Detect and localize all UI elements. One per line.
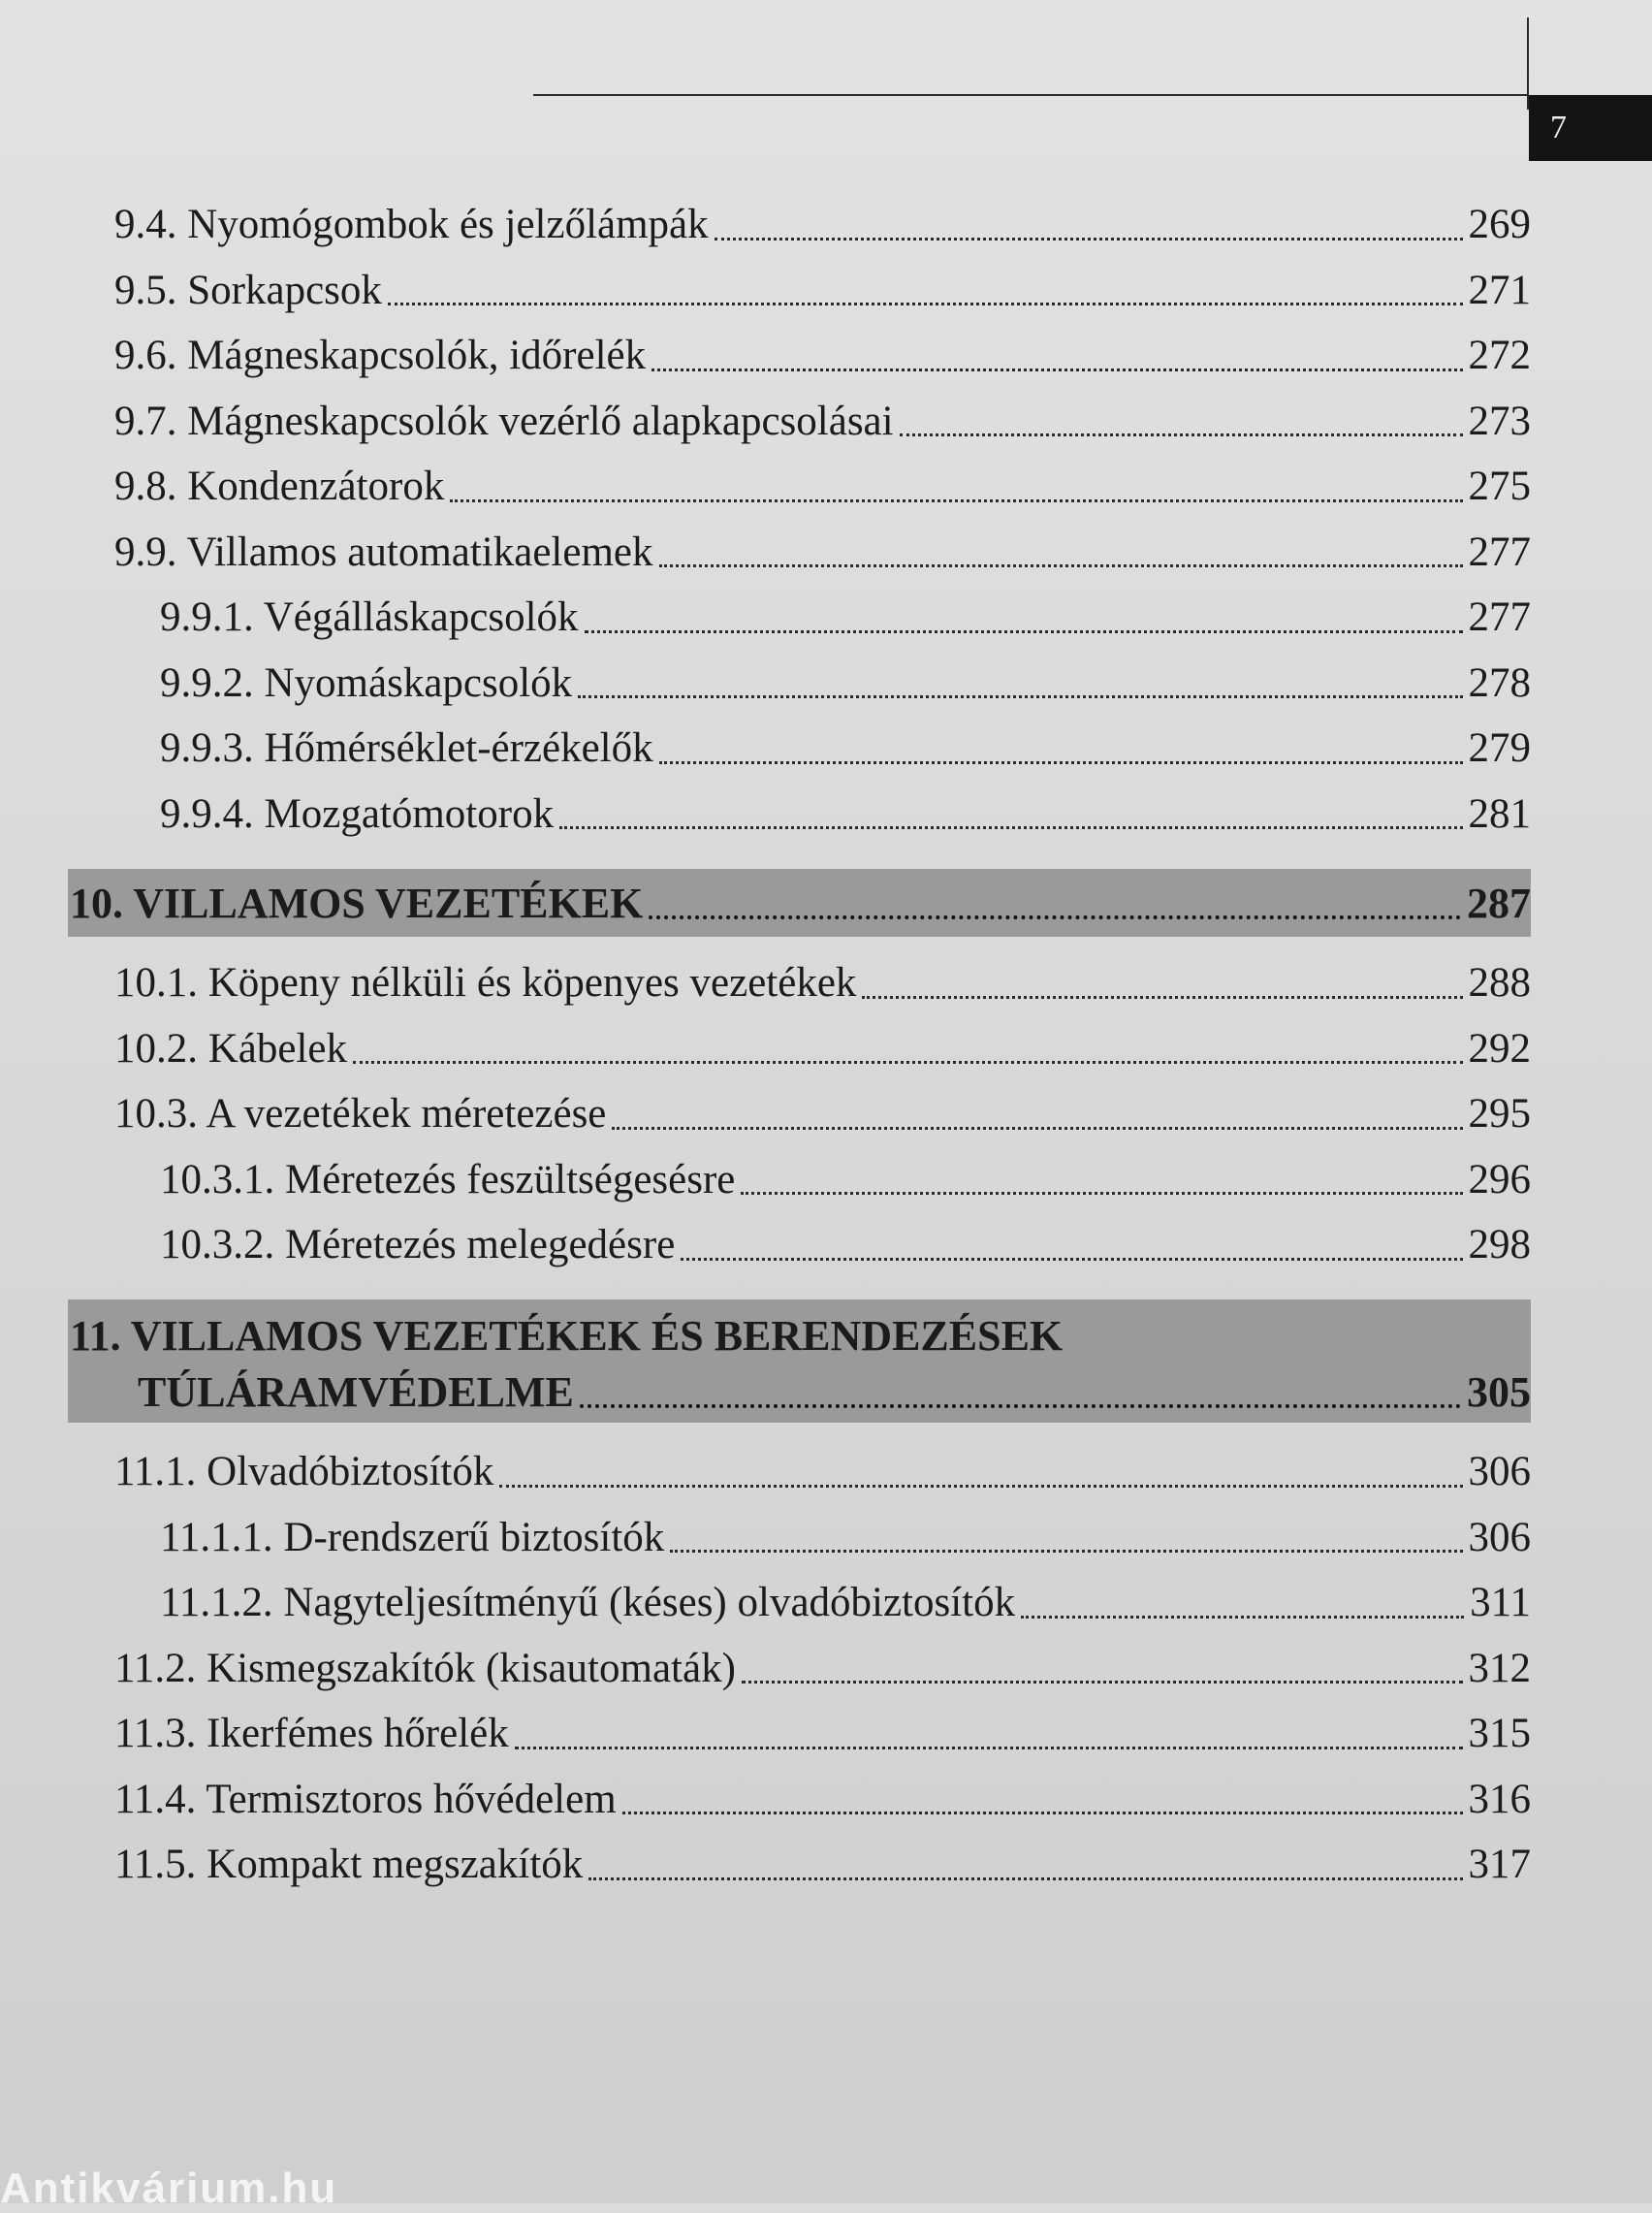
header-rule xyxy=(533,94,1528,96)
toc-entry-page: 315 xyxy=(1468,1711,1531,1756)
toc-entry-title: 10.2. Kábelek xyxy=(114,1025,348,1072)
dot-leader xyxy=(580,1404,1461,1408)
toc-entry-title: 9.4. Nyomógombok és jelzőlámpák xyxy=(114,202,709,247)
toc-entry xyxy=(114,528,1531,578)
toc-entry-title: 9.9.2. Nyomáskapcsolók xyxy=(160,659,573,706)
toc-entry-title: 11.3. Ikerfémes hőrelék xyxy=(114,1711,509,1756)
dot-leader xyxy=(499,1485,1462,1488)
dot-leader xyxy=(649,915,1461,919)
toc-entry xyxy=(160,789,1531,840)
toc-entry xyxy=(114,462,1531,512)
toc-entry-page: 275 xyxy=(1468,464,1531,509)
toc-entry-title: 9.9. Villamos automatikaelemek xyxy=(114,529,653,575)
toc-entry-page: 277 xyxy=(1468,529,1531,575)
toc-entry xyxy=(114,1024,1531,1074)
chapter-title-line2: TÚLÁRAMVÉDELME xyxy=(138,1368,574,1416)
toc-entry xyxy=(114,266,1531,316)
dot-leader xyxy=(559,826,1462,829)
toc-entry-page: 281 xyxy=(1468,790,1531,837)
dot-leader xyxy=(651,369,1462,371)
toc-entry-title: 9.9.4. Mozgatómotorok xyxy=(160,790,555,837)
toc-entry xyxy=(160,658,1531,709)
dot-leader xyxy=(715,238,1463,241)
toc-entry xyxy=(114,1709,1531,1759)
toc-entry xyxy=(114,1840,1531,1890)
toc-entry-page: 292 xyxy=(1468,1025,1531,1072)
chapter-heading xyxy=(138,1367,1531,1418)
toc-entry-page: 317 xyxy=(1468,1842,1531,1887)
toc-entry-title: 10.3.2. Méretezés melegedésre xyxy=(160,1222,676,1267)
toc-entry-page: 273 xyxy=(1468,398,1531,444)
toc-entry-title: 10.1. Köpeny nélküli és köpenyes vezetékek xyxy=(114,960,857,1006)
toc-entry xyxy=(160,1513,1531,1563)
toc-entry-page: 269 xyxy=(1468,202,1531,247)
dot-leader xyxy=(388,303,1463,305)
dot-leader xyxy=(353,1061,1462,1064)
toc-entry-title: 9.9.1. Végálláskapcsolók xyxy=(160,594,579,640)
dot-leader xyxy=(612,1127,1462,1130)
chapter-page: 287 xyxy=(1467,880,1531,927)
page-number-tab xyxy=(1529,95,1652,161)
toc-entry xyxy=(114,1644,1531,1694)
toc-entry-title: 11.1.2. Nagyteljesítményű (késes) olvadóbiztosítók xyxy=(160,1580,1016,1625)
toc-entry xyxy=(114,397,1531,447)
toc-entry-page: 279 xyxy=(1468,725,1531,771)
toc-entry-title: 9.9.3. Hőmérséklet-érzékelők xyxy=(160,725,653,771)
toc-entry-page: 295 xyxy=(1468,1091,1531,1137)
dot-leader xyxy=(622,1812,1463,1814)
chapter-heading xyxy=(70,879,1531,929)
dot-leader xyxy=(450,499,1462,502)
toc-entry-title: 10.3.1. Méretezés feszültségesésre xyxy=(160,1156,736,1203)
toc-entry-page: 298 xyxy=(1468,1222,1531,1267)
toc-entry-page: 306 xyxy=(1468,1449,1531,1494)
toc-entry xyxy=(114,1775,1531,1825)
toc-entry xyxy=(160,1155,1531,1205)
dot-leader xyxy=(741,1192,1462,1195)
toc-entry xyxy=(114,200,1531,250)
dot-leader xyxy=(862,996,1462,999)
toc-entry-page: 306 xyxy=(1468,1514,1531,1560)
toc-entry-title: 10.3. A vezetékek méretezése xyxy=(114,1091,607,1137)
toc-entry-page: 272 xyxy=(1468,333,1531,378)
page-number: 7 xyxy=(1550,110,1567,145)
watermark: Antikvárium.hu xyxy=(0,2165,338,2212)
toc-entry-title: 11.1.1. D-rendszerű biztosítók xyxy=(160,1514,665,1560)
dot-leader xyxy=(900,433,1463,436)
toc-entry xyxy=(114,331,1531,381)
dot-leader xyxy=(670,1550,1462,1553)
toc-entry xyxy=(114,1089,1531,1139)
toc-entry-title: 11.2. Kismegszakítók (kisautomaták) xyxy=(114,1645,736,1691)
toc-entry-title: 9.8. Kondenzátorok xyxy=(114,464,445,509)
dot-leader xyxy=(742,1681,1463,1684)
toc-entry-page: 311 xyxy=(1470,1580,1531,1625)
dot-leader xyxy=(659,761,1463,764)
dot-leader xyxy=(1021,1616,1464,1619)
toc-entry xyxy=(114,1447,1531,1497)
toc-entry-page: 296 xyxy=(1468,1156,1531,1203)
toc-entry-title: 11.1. Olvadóbiztosítók xyxy=(114,1449,494,1494)
toc-entry xyxy=(114,958,1531,1009)
toc-entry-title: 9.6. Mágneskapcsolók, időrelék xyxy=(114,333,647,378)
dot-leader xyxy=(515,1747,1463,1749)
dot-leader xyxy=(681,1258,1462,1261)
chapter-title-line1: 11. VILLAMOS VEZETÉKEK ÉS BERENDEZÉSEK xyxy=(70,1312,1064,1360)
toc-entry xyxy=(160,723,1531,774)
toc-entry xyxy=(160,593,1531,643)
toc-entry-page: 271 xyxy=(1468,267,1531,313)
toc-entry-page: 288 xyxy=(1468,960,1531,1006)
toc-entry-title: 11.4. Termisztoros hővédelem xyxy=(114,1776,617,1822)
toc-entry-page: 278 xyxy=(1468,659,1531,706)
toc-entry xyxy=(160,1220,1531,1270)
dot-leader xyxy=(659,564,1463,567)
dot-leader xyxy=(588,1877,1462,1880)
toc-entry-page: 312 xyxy=(1468,1645,1531,1691)
toc-entry xyxy=(160,1578,1531,1628)
dot-leader xyxy=(585,630,1463,633)
chapter-page: 305 xyxy=(1467,1368,1531,1416)
chapter-title: 10. VILLAMOS VEZETÉKEK xyxy=(70,880,644,927)
toc-entry-title: 9.7. Mágneskapcsolók vezérlő alapkapcsolásai xyxy=(114,398,894,444)
toc-entry-page: 316 xyxy=(1468,1776,1531,1822)
toc-entry-page: 277 xyxy=(1468,594,1531,640)
dot-leader xyxy=(578,695,1462,698)
toc-entry-title: 9.5. Sorkapcsok xyxy=(114,267,382,313)
toc-entry-title: 11.5. Kompakt megszakítók xyxy=(114,1842,584,1887)
